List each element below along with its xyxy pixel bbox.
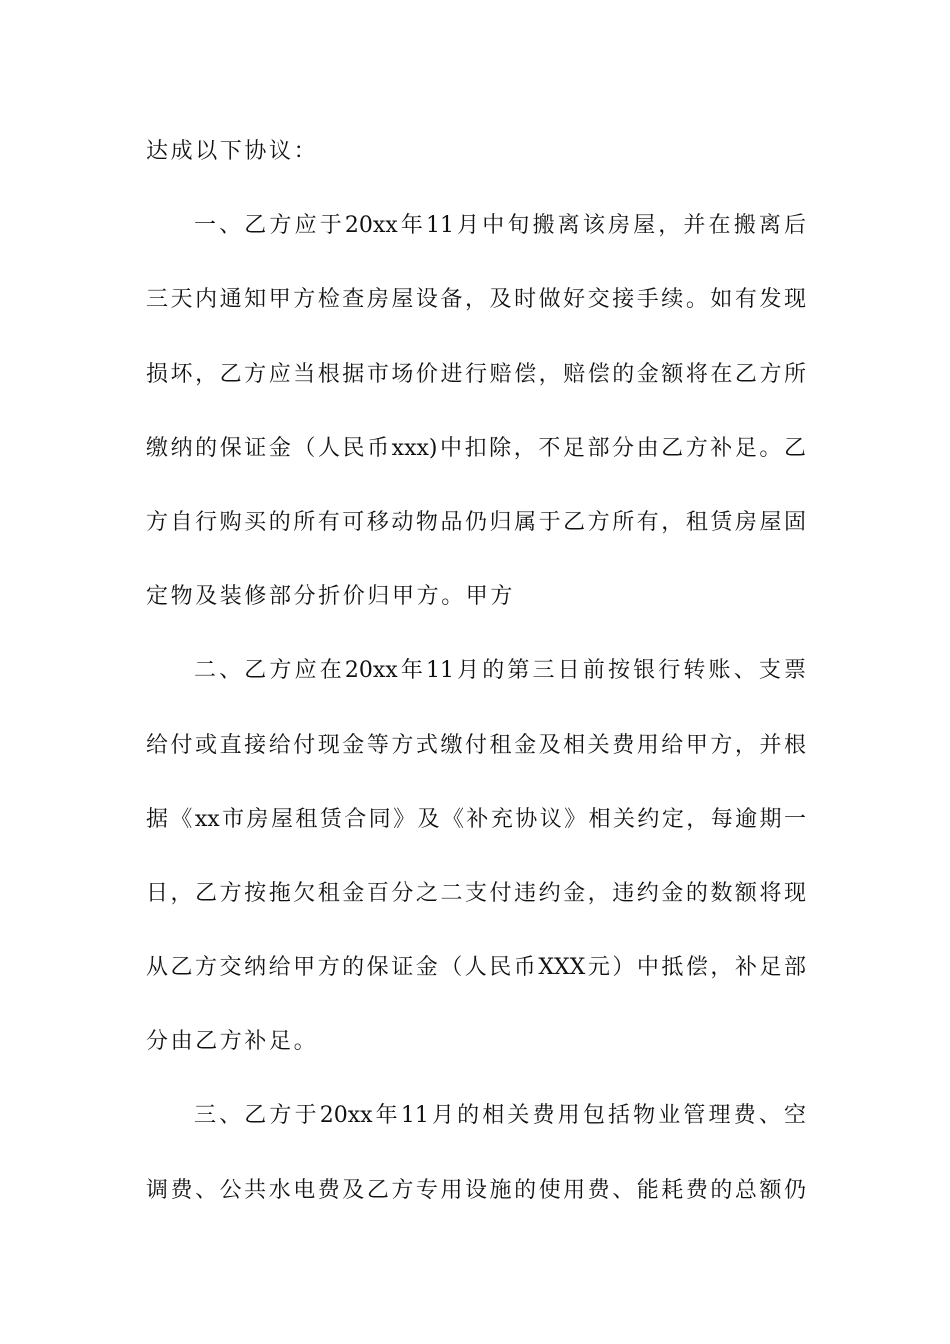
- paragraph-3-line-1: 三、乙方于20xx年11月的相关费用包括物业管理费、空: [194, 1103, 806, 1129]
- paragraph-1-line-6: 定物及装修部分折价归甲方。甲方: [146, 584, 516, 610]
- document-body: [146, 128, 806, 1241]
- paragraph-2-line-4: 日，乙方按拖欠租金百分之二支付违约金，违约金的数额将现: [146, 880, 806, 906]
- paragraph-1-line-5: 方自行购买的所有可移动物品仍归属于乙方所有，租赁房屋固: [146, 509, 806, 535]
- paragraph-1-line-1: 一、乙方应于20xx年11月中旬搬离该房屋，并在搬离后: [194, 213, 806, 239]
- paragraph-1-line-3: 损坏，乙方应当根据市场价进行赔偿，赔偿的金额将在乙方所: [146, 361, 806, 387]
- text-line: 达成以下协议：: [146, 139, 319, 164]
- paragraph-2-line-5: 从乙方交纳给甲方的保证金（人民币XXX元）中抵偿，补足部: [146, 955, 806, 981]
- paragraph-1-line-4: 缴纳的保证金（人民币xxx)中扣除，不足部分由乙方补足。乙: [146, 435, 806, 461]
- paragraph-1-line-2: 三天内通知甲方检查房屋设备，及时做好交接手续。如有发现: [146, 287, 806, 313]
- paragraph-3-line-2: 调费、公共水电费及乙方专用设施的使用费、能耗费的总额仍: [146, 1177, 806, 1203]
- paragraph-2-line-1: 二、乙方应在20xx年11月的第三日前按银行转账、支票: [194, 658, 806, 684]
- paragraph-2-line-2: 给付或直接给付现金等方式缴付租金及相关费用给甲方，并根: [146, 732, 806, 758]
- paragraph-2-line-3: 据《xx市房屋租赁合同》及《补充协议》相关约定，每逾期一: [146, 806, 806, 832]
- paragraph-2-line-6: 分由乙方补足。: [146, 1029, 319, 1055]
